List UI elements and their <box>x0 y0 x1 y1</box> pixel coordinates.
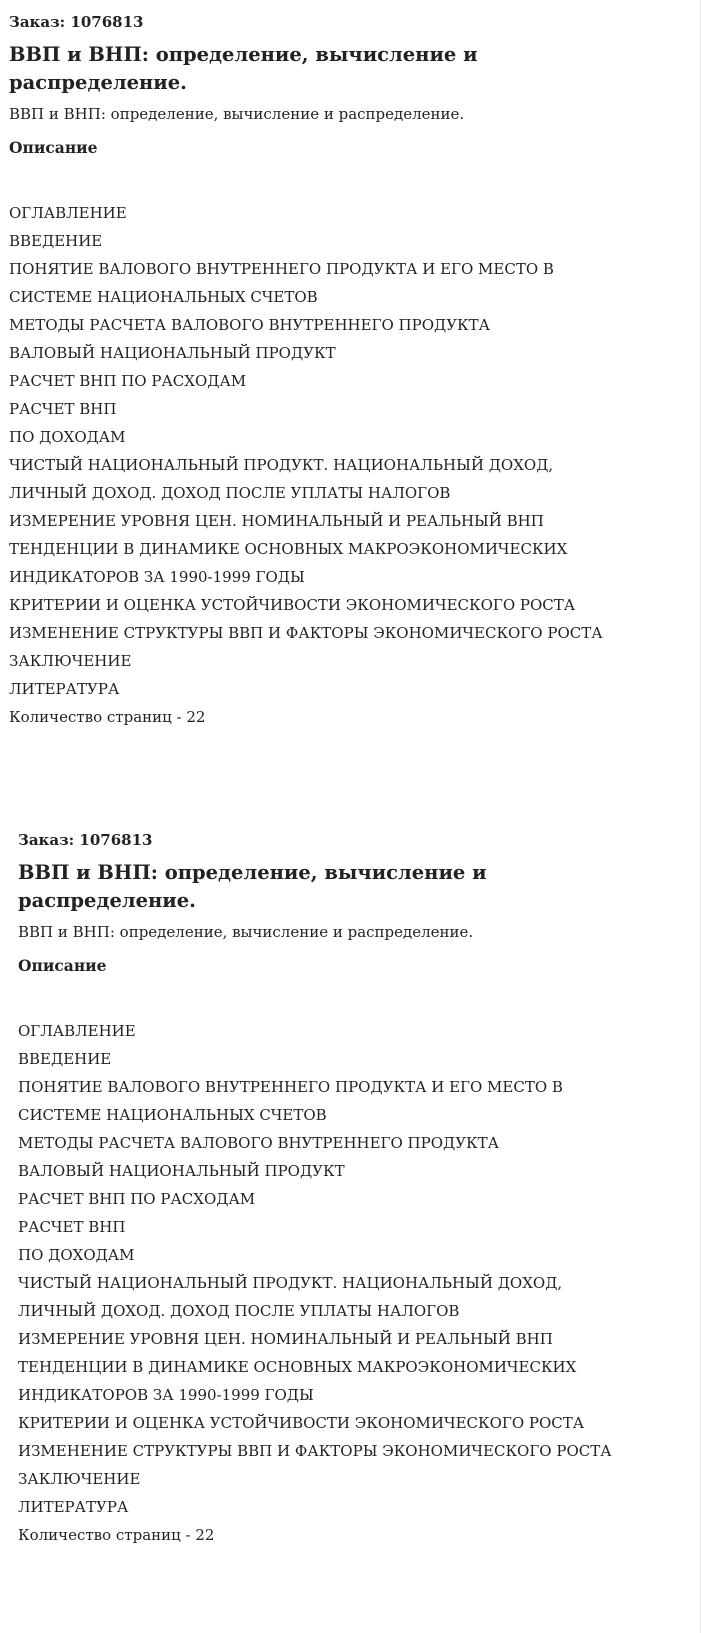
page-count: Количество страниц - 22 <box>9 708 206 726</box>
work-subtitle: ВВП и ВНП: определение, вычисление и распределение. <box>9 105 465 123</box>
toc-item: ПО ДОХОДАМ <box>18 1246 135 1264</box>
description-heading: Описание <box>18 956 107 975</box>
toc-item: ТЕНДЕНЦИИ В ДИНАМИКЕ ОСНОВНЫХ МАКРОЭКОНОМИЧЕСКИХ <box>9 540 568 558</box>
toc-item: ИЗМЕРЕНИЕ УРОВНЯ ЦЕН. НОМИНАЛЬНЫЙ И РЕАЛЬНЫЙ ВНП <box>9 512 544 530</box>
toc-item: СИСТЕМЕ НАЦИОНАЛЬНЫХ СЧЕТОВ <box>9 288 318 306</box>
toc-item: ОГЛАВЛЕНИЕ <box>18 1022 136 1040</box>
toc-item: ВВЕДЕНИЕ <box>9 232 103 250</box>
toc-item: ВАЛОВЫЙ НАЦИОНАЛЬНЫЙ ПРОДУКТ <box>18 1162 345 1180</box>
description-heading: Описание <box>9 138 98 157</box>
toc-item: ЛИЧНЫЙ ДОХОД. ДОХОД ПОСЛЕ УПЛАТЫ НАЛОГОВ <box>9 484 451 502</box>
toc-item: КРИТЕРИИ И ОЦЕНКА УСТОЙЧИВОСТИ ЭКОНОМИЧЕСКОГО РОСТА <box>9 596 576 614</box>
order-card <box>0 819 690 1549</box>
toc-item: МЕТОДЫ РАСЧЕТА ВАЛОВОГО ВНУТРЕННЕГО ПРОДУКТА <box>9 316 491 334</box>
toc-item: ТЕНДЕНЦИИ В ДИНАМИКЕ ОСНОВНЫХ МАКРОЭКОНОМИЧЕСКИХ <box>18 1358 577 1376</box>
toc-item: ЛИТЕРАТУРА <box>9 680 120 698</box>
toc-item: ОГЛАВЛЕНИЕ <box>9 204 127 222</box>
toc-item: СИСТЕМЕ НАЦИОНАЛЬНЫХ СЧЕТОВ <box>18 1106 327 1124</box>
toc-item: ИЗМЕНЕНИЕ СТРУКТУРЫ ВВП И ФАКТОРЫ ЭКОНОМИЧЕСКОГО РОСТА <box>18 1442 612 1460</box>
toc-item: ЗАКЛЮЧЕНИЕ <box>18 1470 141 1488</box>
order-number: Заказ: 1076813 <box>18 831 153 849</box>
table-of-contents <box>9 159 690 703</box>
toc-item: ПОНЯТИЕ ВАЛОВОГО ВНУТРЕННЕГО ПРОДУКТА И ЕГО МЕСТО В <box>18 1078 563 1096</box>
toc-item: ВАЛОВЫЙ НАЦИОНАЛЬНЫЙ ПРОДУКТ <box>9 344 336 362</box>
work-title: ВВП и ВНП: определение, вычисление и распределение. <box>18 861 487 912</box>
toc-item: ЛИЧНЫЙ ДОХОД. ДОХОД ПОСЛЕ УПЛАТЫ НАЛОГОВ <box>18 1302 460 1320</box>
work-title: ВВП и ВНП: определение, вычисление и распределение. <box>9 43 478 94</box>
toc-item: ВВЕДЕНИЕ <box>18 1050 112 1068</box>
toc-item: ЛИТЕРАТУРА <box>18 1498 129 1516</box>
order-card <box>0 0 690 731</box>
toc-item: РАСЧЕТ ВНП ПО РАСХОДАМ <box>9 372 247 390</box>
toc-item: ИЗМЕРЕНИЕ УРОВНЯ ЦЕН. НОМИНАЛЬНЫЙ И РЕАЛЬНЫЙ ВНП <box>18 1330 553 1348</box>
toc-item: РАСЧЕТ ВНП <box>18 1218 126 1236</box>
toc-item: РАСЧЕТ ВНП <box>9 400 117 418</box>
toc-item: РАСЧЕТ ВНП ПО РАСХОДАМ <box>18 1190 256 1208</box>
toc-item: ИНДИКАТОРОВ ЗА 1990-1999 ГОДЫ <box>18 1386 314 1404</box>
table-of-contents <box>18 977 690 1521</box>
order-number: Заказ: 1076813 <box>9 13 144 31</box>
toc-item: ПО ДОХОДАМ <box>9 428 126 446</box>
work-subtitle: ВВП и ВНП: определение, вычисление и распределение. <box>18 923 474 941</box>
page-count: Количество страниц - 22 <box>18 1526 215 1544</box>
toc-item: ПОНЯТИЕ ВАЛОВОГО ВНУТРЕННЕГО ПРОДУКТА И ЕГО МЕСТО В <box>9 260 554 278</box>
toc-item: ЧИСТЫЙ НАЦИОНАЛЬНЫЙ ПРОДУКТ. НАЦИОНАЛЬНЫЙ ДОХОД, <box>18 1274 563 1292</box>
toc-item: КРИТЕРИИ И ОЦЕНКА УСТОЙЧИВОСТИ ЭКОНОМИЧЕСКОГО РОСТА <box>18 1414 585 1432</box>
toc-item: ЗАКЛЮЧЕНИЕ <box>9 652 132 670</box>
toc-item: ЧИСТЫЙ НАЦИОНАЛЬНЫЙ ПРОДУКТ. НАЦИОНАЛЬНЫЙ ДОХОД, <box>9 456 554 474</box>
toc-item: ИНДИКАТОРОВ ЗА 1990-1999 ГОДЫ <box>9 568 305 586</box>
toc-item: МЕТОДЫ РАСЧЕТА ВАЛОВОГО ВНУТРЕННЕГО ПРОДУКТА <box>18 1134 500 1152</box>
toc-item: ИЗМЕНЕНИЕ СТРУКТУРЫ ВВП И ФАКТОРЫ ЭКОНОМИЧЕСКОГО РОСТА <box>9 624 603 642</box>
